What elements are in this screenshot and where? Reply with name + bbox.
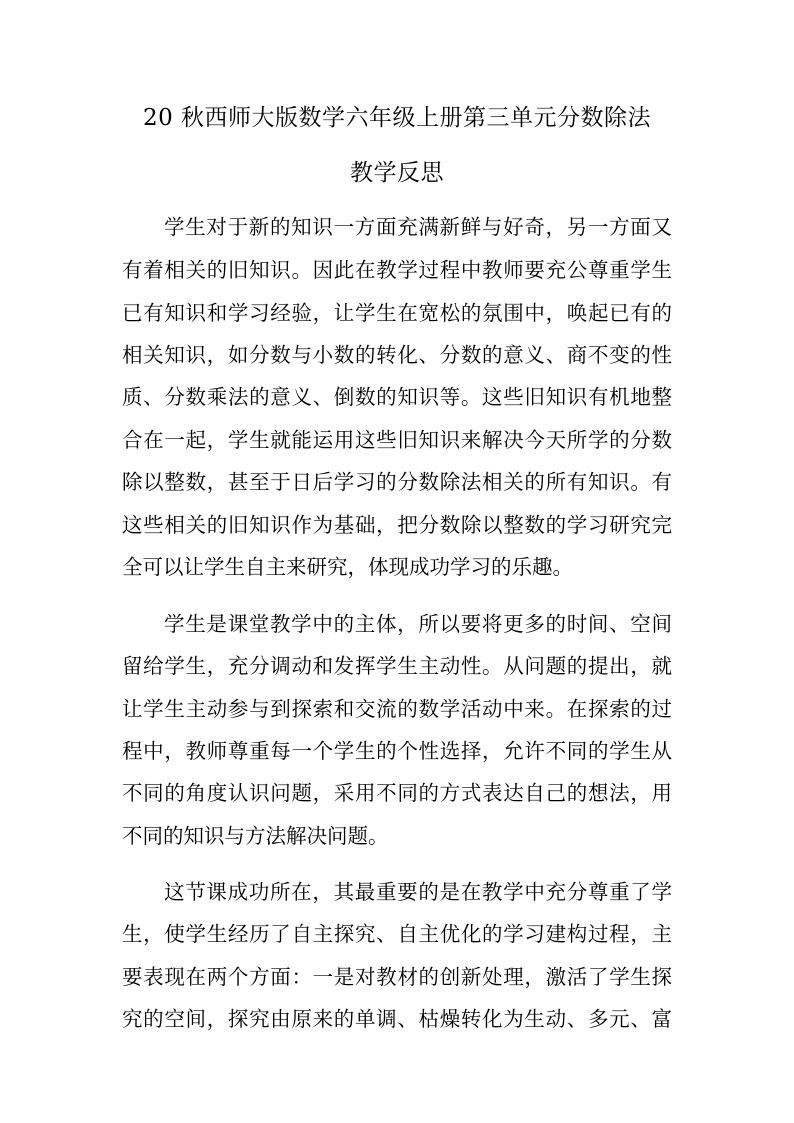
paragraph-1-line-9: 全可以让学生自主来研究，体现成功学习的乐趣。 — [122, 555, 573, 579]
paragraph-3-line-2: 生，使学生经历了自主探究、自主优化的学习建构过程，主 — [122, 922, 672, 946]
paragraph-1-line-5: 质、分数乘法的意义、倒数的知识等。这些旧知识有机地整 — [122, 385, 672, 409]
paragraph-1-line-6: 合在一起，学生就能运用这些旧知识来解决今天所学的分数 — [122, 428, 672, 452]
paragraph-1-line-3: 已有知识和学习经验，让学生在宽松的氛围中，唤起已有的 — [122, 301, 672, 325]
paragraph-2-line-4: 程中，教师尊重每一个学生的个性选择，允许不同的学生从 — [122, 739, 672, 763]
paragraph-3-line-1: 这节课成功所在，其最重要的是在教学中充分尊重了学 — [164, 880, 672, 904]
paragraph-2-line-3: 让学生主动参与到探索和交流的数学活动中来。在探索的过 — [122, 697, 672, 721]
document-title-line-1: 20 秋西师大版数学六年级上册第三单元分数除法 — [142, 105, 652, 131]
paragraph-2-line-6: 不同的知识与方法解决问题。 — [122, 824, 389, 848]
paragraph-1-line-2: 有着相关的旧知识。因此在教学过程中教师要充公尊重学生 — [122, 258, 672, 282]
paragraph-2-line-2: 留给学生，充分调动和发挥学生主动性。从问题的提出，就 — [122, 654, 672, 678]
paragraph-3-line-3: 要表现在两个方面：一是对教材的创新处理，激活了学生探 — [122, 965, 672, 989]
paragraph-2-line-5: 不同的角度认识问题，采用不同的方式表达自己的想法，用 — [122, 781, 672, 805]
paragraph-1-line-1: 学生对于新的知识一方面充满新鲜与好奇，另一方面又 — [164, 215, 672, 239]
paragraph-3-line-4: 究的空间，探究由原来的单调、枯燥转化为生动、多元、富 — [122, 1007, 672, 1031]
paragraph-1-line-7: 除以整数，甚至于日后学习的分数除法相关的所有知识。有 — [122, 470, 672, 494]
paragraph-2-line-1: 学生是课堂教学中的主体，所以要将更多的时间、空间 — [164, 612, 672, 636]
document-title-line-2: 教学反思 — [350, 160, 444, 186]
paragraph-1-line-4: 相关知识，如分数与小数的转化、分数的意义、商不变的性 — [122, 343, 672, 367]
paragraph-1-line-8: 这些相关的旧知识作为基础，把分数除以整数的学习研究完 — [122, 513, 672, 537]
